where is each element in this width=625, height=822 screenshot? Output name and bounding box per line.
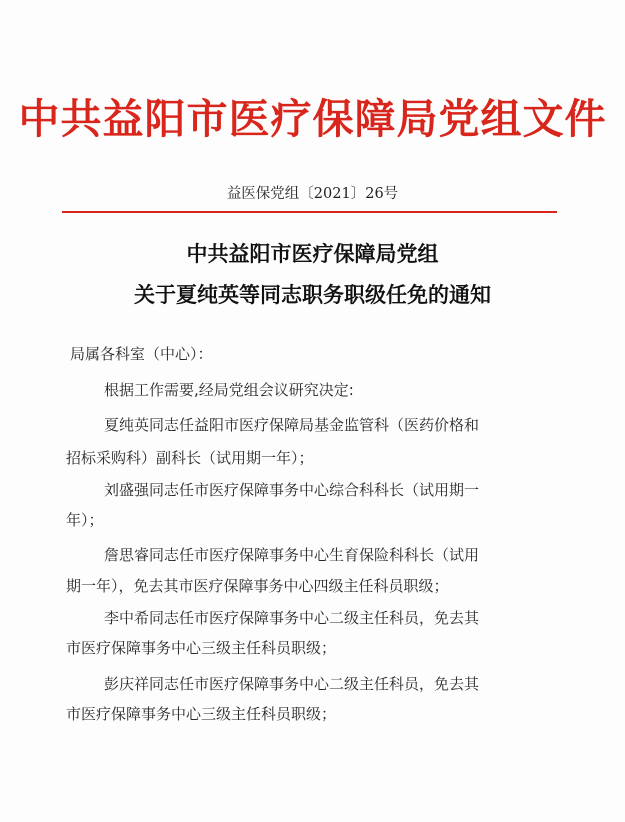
body-line: 期一年），免去其市医疗保障事务中心四级主任科员职级； [66,577,449,595]
body-line: 李中希同志任市医疗保障事务中心二级主任科员，免去其 [104,609,480,627]
document-number: 益医保党组〔2021〕26号 [226,186,399,202]
notice-title-line-1: 中共益阳市医疗保障局党组 [186,242,439,266]
document-header-title: 中共益阳市医疗保障局党组文件 [18,95,607,143]
body-line: 夏纯英同志任益阳市医疗保障局基金监管科（医药价格和 [104,416,480,434]
notice-title-line-2: 关于夏纯英等同志职务职级任免的通知 [134,283,491,307]
body-line: 彭庆祥同志任市医疗保障事务中心二级主任科员，免去其 [104,675,480,693]
salutation: 局属各科室（中心）： [70,345,213,363]
body-line: 刘盛强同志任市医疗保障事务中心综合科科长（试用期一 [104,481,480,499]
body-line: 詹思睿同志任市医疗保障事务中心生育保险科科长（试用 [104,546,480,564]
body-line: 根据工作需要,经局党组会议研究决定: [104,381,354,399]
body-line: 市医疗保障事务中心三级主任科员职级； [66,705,337,723]
body-line: 年）； [66,511,104,529]
header-divider [62,211,557,213]
body-line: 市医疗保障事务中心三级主任科员职级； [66,639,337,657]
body-line: 招标采购科）副科长（试用期一年）； [66,449,314,467]
